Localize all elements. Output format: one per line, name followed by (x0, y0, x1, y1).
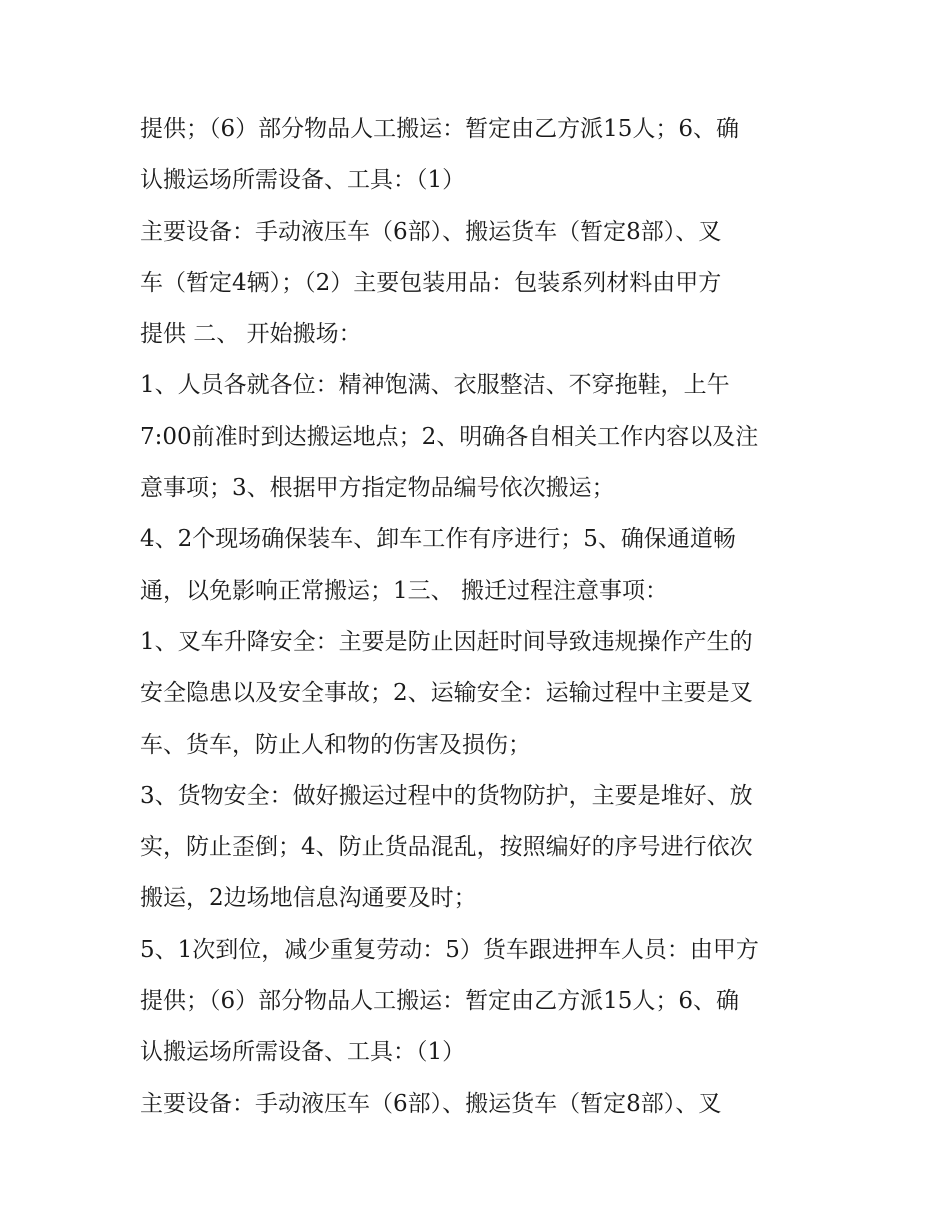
text-line: 主要设备：手动液压车（6部）、搬运货车（暂定8部）、叉 (140, 1090, 722, 1117)
text-line: 主要设备：手动液压车（6部）、搬运货车（暂定8部）、叉 (140, 218, 722, 245)
text-line: 1、人员各就各位：精神饱满、衣服整洁、不穿拖鞋，上午 (140, 372, 730, 399)
text-line: 车、货车，防止人和物的伤害及损伤； (140, 731, 531, 758)
text-line: 意事项；3、根据甲方指定物品编号依次搬运； (140, 475, 615, 502)
text-line: 安全隐患以及安全事故；2、运输安全：运输过程中主要是叉 (140, 680, 753, 707)
text-line: 实，防止歪倒；4、防止货品混乱，按照编好的序号进行依次 (140, 834, 753, 861)
text-line: 3、货物安全：做好搬运过程中的货物防护，主要是堆好、放 (140, 782, 753, 809)
text-line: 认搬运场所需设备、工具：（1） (140, 1039, 466, 1066)
text-line: 认搬运场所需设备、工具：（1） (140, 167, 466, 194)
text-line: 搬运，2边场地信息沟通要及时； (140, 885, 477, 912)
text-line: 车（暂定4辆）；（2）主要包装用品：包装系列材料由甲方 (140, 269, 722, 296)
text-line: 7:00前准时到达搬运地点；2、明确各自相关工作内容以及注 (140, 423, 759, 450)
text-line: 1、叉车升降安全：主要是防止因赶时间导致违规操作产生的 (140, 628, 753, 655)
text-line: 提供 二、 开始搬场： (140, 321, 362, 348)
text-line: 5、1次到位，减少重复劳动：5）货车跟进押车人员：由甲方 (140, 936, 759, 963)
text-line: 提供；（6）部分物品人工搬运：暂定由乙方派15人；6、确 (140, 116, 740, 142)
text-line: 通，以免影响正常搬运；1三、 搬迁过程注意事项： (140, 577, 668, 604)
text-line: 4、2个现场确保装车、卸车工作有序进行；5、确保通道畅 (140, 526, 736, 553)
text-line: 提供；（6）部分物品人工搬运：暂定由乙方派15人；6、确 (140, 988, 740, 1015)
document-body (140, 104, 830, 1130)
